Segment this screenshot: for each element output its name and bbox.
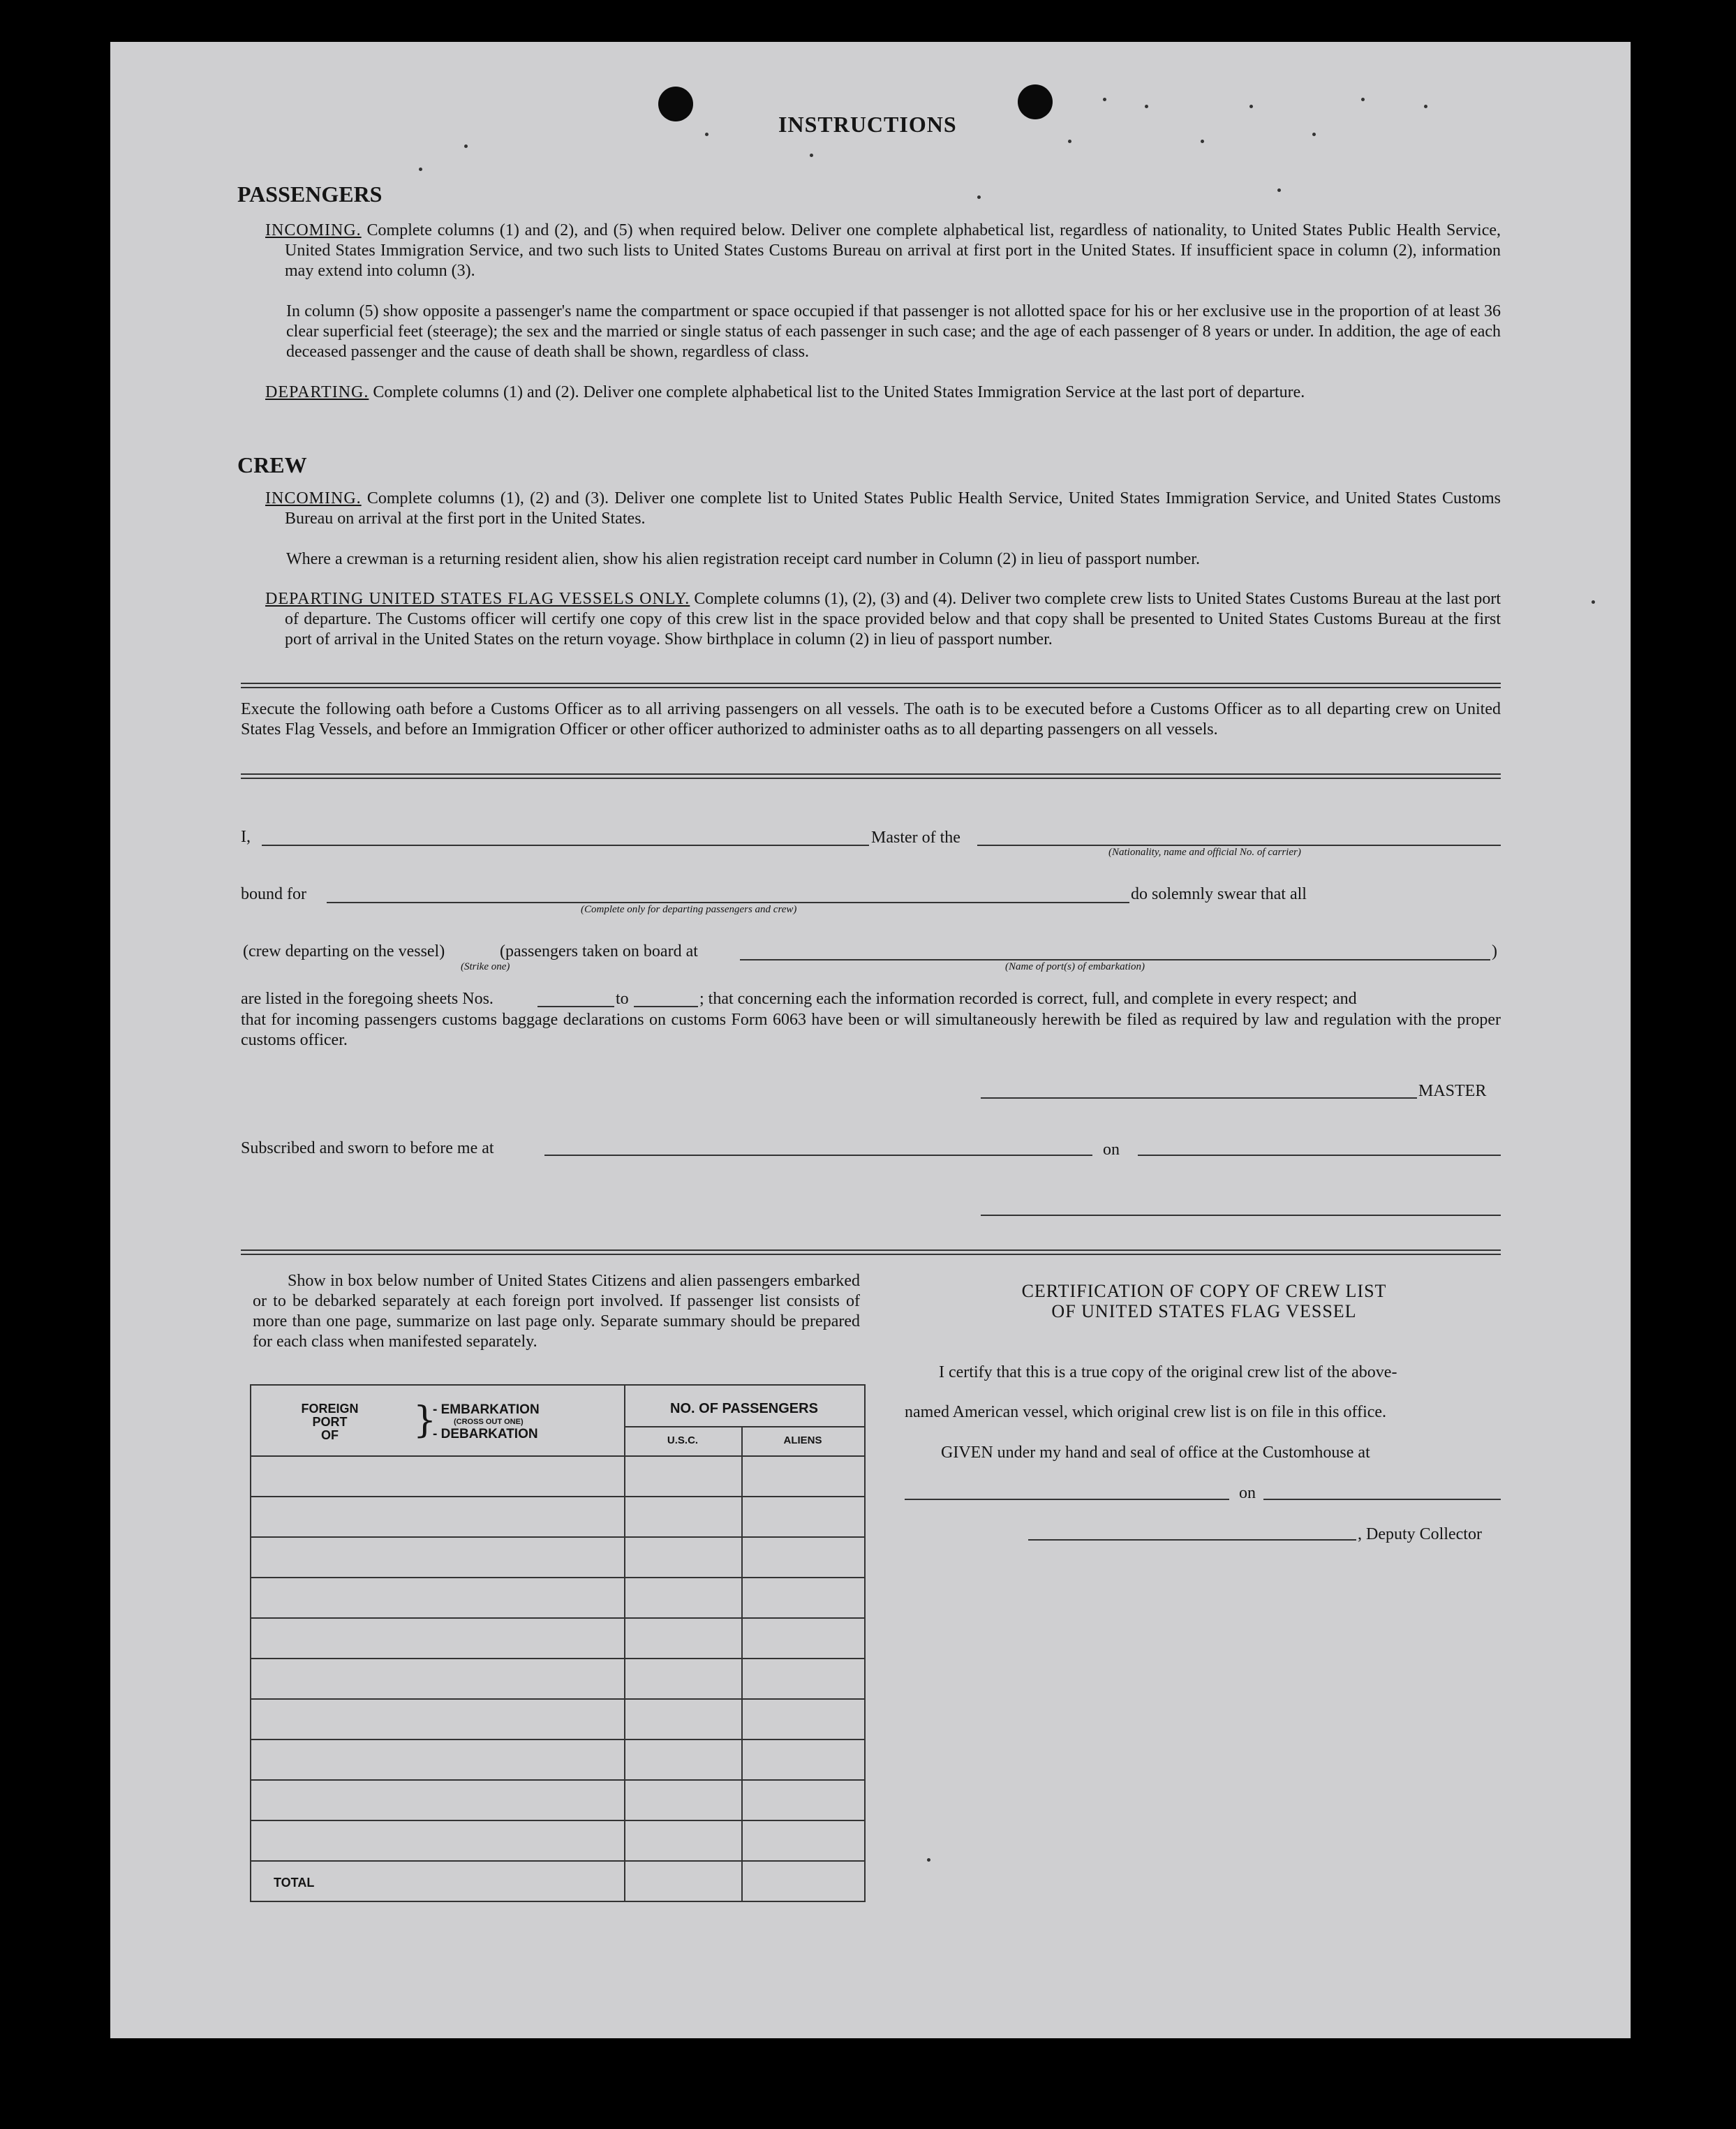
sheet-from-field[interactable] <box>537 1006 614 1007</box>
listed-text-rest: that for incoming passengers customs baggage declarations on customs Form 6063 have been or will simultaneously herewith be filed as required by law and regulation with the proper customs officer. <box>241 1011 1501 1049</box>
passengers-departing-instructions <box>265 383 1501 403</box>
crew-incoming-instructions <box>265 489 1501 529</box>
passengers-heading: PASSENGERS <box>237 181 383 207</box>
master-of-label: Master of the <box>871 829 960 847</box>
crew-incoming-text: Complete columns (1), (2) and (3). Deliver one complete list to United States Public Health Service, United States Immigration Service, and United States Customs Bureau on arrival at the first port in the United States. <box>285 489 1501 528</box>
speck <box>1103 98 1106 101</box>
certification-heading-2: OF UNITED STATES FLAG VESSEL <box>1051 1301 1357 1321</box>
usc-header: U.S.C. <box>667 1434 699 1446</box>
subscribed-label: Subscribed and sworn to before me at <box>241 1139 494 1157</box>
oath-i-label: I, <box>241 828 251 846</box>
speck <box>1068 140 1071 143</box>
swear-text: do solemnly swear that all <box>1131 885 1307 903</box>
bound-for-field[interactable] <box>327 902 1129 903</box>
cert-on-label: on <box>1239 1484 1256 1502</box>
speck <box>927 1858 930 1862</box>
crew-incoming-label: INCOMING. <box>265 489 362 507</box>
crew-departing-option[interactable]: (crew departing on the vessel) <box>243 942 445 960</box>
ports-caption: (Name of port(s) of embarkation) <box>1005 961 1145 972</box>
certification-heading-1: CERTIFICATION OF COPY OF CREW LIST <box>1021 1281 1387 1301</box>
embarkation-option[interactable]: - EMBARKATION <box>433 1402 540 1417</box>
speck <box>419 168 422 171</box>
double-rule <box>241 773 1501 779</box>
certification-line-1: I certify that this is a true copy of the original crew list of the above- <box>939 1363 1397 1381</box>
table-row <box>251 1455 864 1457</box>
speck <box>1361 98 1365 101</box>
summary-instructions: Show in box below number of United States Citizens and alien passengers embarked or to be debarked separately at each foreign port involved. If passenger list consists of more than one page, summarize on last page only. Separate summary should be prepared for each class when manifested separately. <box>253 1272 860 1351</box>
table-row <box>251 1820 864 1821</box>
no-passengers-header: NO. OF PASSENGERS <box>670 1401 818 1416</box>
customhouse-field[interactable] <box>905 1499 1229 1500</box>
sworn-place-field[interactable] <box>544 1155 1092 1156</box>
embarkation-ports-field[interactable] <box>740 959 1490 960</box>
debarkation-option[interactable]: - DEBARKATION <box>433 1427 538 1441</box>
speck <box>1424 105 1427 108</box>
speck <box>464 144 468 148</box>
crew-heading: CREW <box>237 452 307 477</box>
officer-signature-field[interactable] <box>981 1215 1501 1216</box>
header-of: OF <box>321 1428 339 1442</box>
crew-departing-instructions <box>265 589 1501 650</box>
table-row <box>251 1739 864 1740</box>
deputy-signature-field[interactable] <box>1028 1539 1356 1541</box>
oath-introduction: Execute the following oath before a Customs Officer as to all arriving passengers on all vessels. The oath is to be executed before a Customs Officer as to all departing crew on United States Flag Vessels, and before an Immigration Officer or other officer authorized to administer oaths as to all departing passengers on all vessels. <box>241 700 1501 739</box>
speck <box>1249 105 1253 108</box>
carrier-caption: (Nationality, name and official No. of carrier) <box>1108 847 1301 858</box>
certification-line-2: named American vessel, which original crew list is on file in this office. <box>905 1403 1387 1421</box>
passengers-incoming-text: Complete columns (1) and (2), and (5) when required below. Deliver one complete alphabetical list, regardless of nationality, to United States Public Health Service, United States Immigration Service, and two such lists to United States Customs Bureau on arrival at first port in the United States. If insufficient space in column (2), information may extend into column (3). <box>285 221 1501 280</box>
cert-date-field[interactable] <box>1263 1499 1501 1500</box>
header-foreign: FOREIGN <box>301 1402 359 1416</box>
speck <box>705 133 709 136</box>
foreign-port-header <box>290 1402 370 1442</box>
listed-to: to <box>616 990 629 1008</box>
master-signature-field[interactable] <box>981 1097 1417 1099</box>
close-paren: ) <box>1492 942 1497 960</box>
table-row <box>251 1698 864 1700</box>
speck <box>810 154 813 157</box>
listed-text-b: ; that concerning each the information recorded is correct, full, and complete in every respect; and <box>699 990 1357 1008</box>
total-label: TOTAL <box>274 1876 315 1890</box>
crew-departing-label: DEPARTING UNITED STATES FLAG VESSELS ONLY. <box>265 590 690 608</box>
table-row <box>251 1779 864 1781</box>
punch-hole-left <box>658 87 693 121</box>
table-row <box>251 1658 864 1659</box>
passenger-summary-table <box>250 1384 866 1902</box>
carrier-field[interactable] <box>977 845 1501 846</box>
sheet-to-field[interactable] <box>634 1006 698 1007</box>
punch-hole-right <box>1018 84 1053 119</box>
page-title: INSTRUCTIONS <box>778 112 957 137</box>
passengers-incoming-label: INCOMING. <box>265 221 362 239</box>
aliens-header: ALIENS <box>783 1434 822 1446</box>
table-row <box>251 1496 864 1497</box>
header-port: PORT <box>312 1415 348 1429</box>
speck <box>1592 600 1595 604</box>
passengers-departing-label: DEPARTING. <box>265 383 369 401</box>
table-row <box>251 1536 864 1538</box>
speck <box>977 195 981 199</box>
table-divider <box>624 1386 625 1901</box>
cross-out-note: (CROSS OUT ONE) <box>454 1418 524 1426</box>
master-label: MASTER <box>1418 1082 1487 1100</box>
strike-caption: (Strike one) <box>461 961 510 972</box>
speck <box>1145 105 1148 108</box>
certification-line-3: GIVEN under my hand and seal of office at the Customhouse at <box>941 1444 1370 1462</box>
speck <box>1277 188 1281 192</box>
master-name-field[interactable] <box>262 845 869 846</box>
table-divider <box>741 1426 743 1901</box>
passengers-incoming-instructions <box>265 221 1501 281</box>
column5-instructions: In column (5) show opposite a passenger's name the compartment or space occupied if that passenger is not allotted space for his or her exclusive use in the proportion of at least 36 clear superficial feet (steerage); the sex and the married or single status of each passenger in such case; and the age of each passenger of 8 years or under. In addition, the age of each deceased passenger and the cause of death shall be shown, regardless of class. <box>286 302 1501 361</box>
table-row <box>251 1617 864 1619</box>
table-divider <box>624 1426 864 1427</box>
passengers-departing-text: Complete columns (1) and (2). Deliver one complete alphabetical list to the United States Immigration Service at the last port of departure. <box>373 383 1305 401</box>
deputy-collector-label: , Deputy Collector <box>1358 1525 1482 1543</box>
bound-for-caption: (Complete only for departing passengers and crew) <box>581 904 797 915</box>
table-row <box>251 1577 864 1578</box>
sworn-date-field[interactable] <box>1138 1155 1501 1156</box>
brace-icon: } <box>413 1400 437 1441</box>
double-rule <box>241 1249 1501 1255</box>
double-rule <box>241 683 1501 688</box>
table-row <box>251 1860 864 1862</box>
crew-departing-text: Complete columns (1), (2), (3) and (4). Deliver two complete crew lists to United States Customs Bureau at the last port of departure. The Customs officer will certify one copy of this crew list in the space provided below and that copy shall be presented to United States Customs Bureau at the first port of arrival in the United States on the return voyage. Show birthplace in column (2) in lieu of passport number. <box>285 590 1501 648</box>
speck <box>1201 140 1204 143</box>
on-label: on <box>1103 1141 1120 1159</box>
listed-text-a: are listed in the foregoing sheets Nos. <box>241 990 494 1008</box>
bound-for-label: bound for <box>241 885 306 903</box>
speck <box>1312 133 1316 136</box>
passengers-taken-option[interactable]: (passengers taken on board at <box>500 942 698 960</box>
crewman-instructions: Where a crewman is a returning resident alien, show his alien registration receipt card number in Column (2) in lieu of passport number. <box>286 550 1200 568</box>
